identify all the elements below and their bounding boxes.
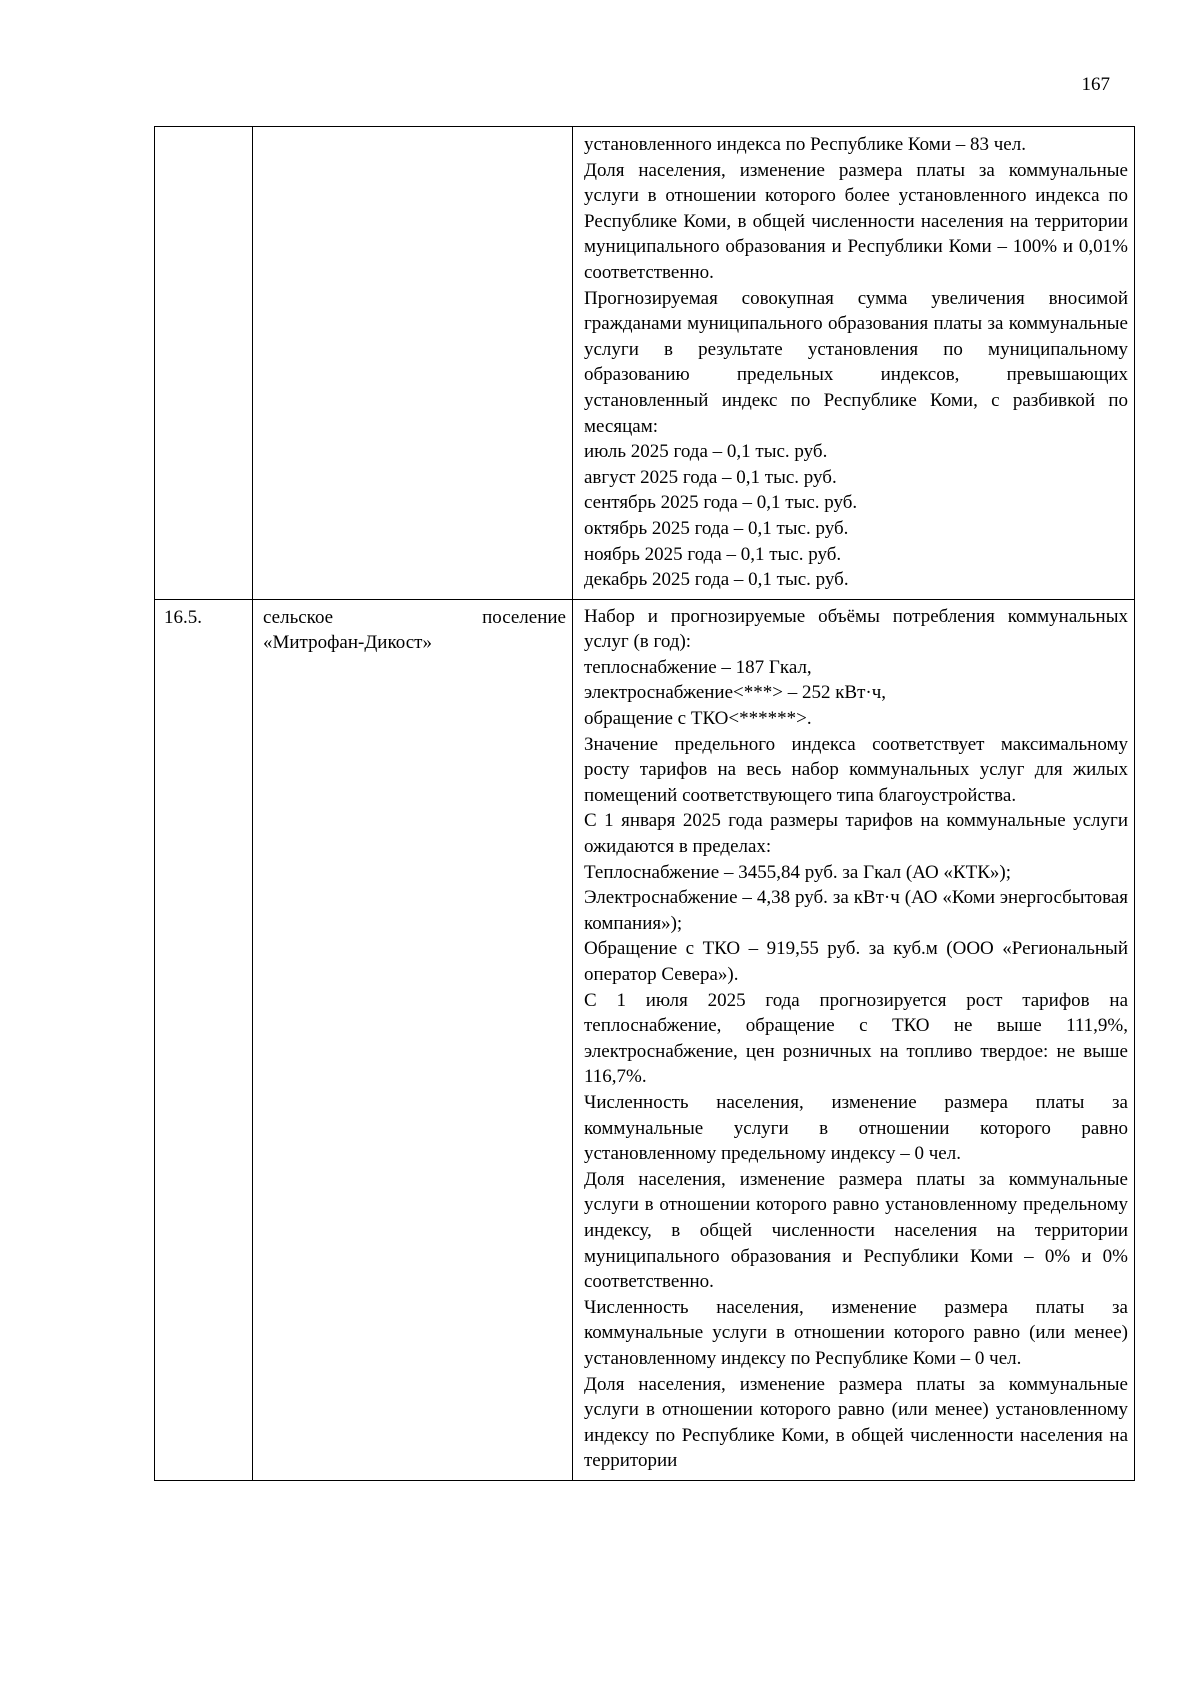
- municipality-type-word: поселение: [482, 606, 566, 628]
- municipality-name-cell: [253, 599, 573, 1480]
- municipality-name: «Митрофан-Дикост»: [263, 632, 432, 654]
- paragraph: обращение с ТКО<******>.: [584, 708, 812, 730]
- municipality-type-word: сельское: [263, 606, 334, 628]
- table-row: [155, 127, 1135, 600]
- description-cell: [573, 127, 1135, 600]
- table-row: [155, 599, 1135, 1480]
- paragraph: С 1 января 2025 года размеры тарифов на коммунальные услуги ожидаются в пределах:: [584, 810, 1128, 858]
- paragraph: Теплоснабжение – 3455,84 руб. за Гкал (АО «КТК»);: [584, 861, 1011, 883]
- paragraph: декабрь 2025 года – 0,1 тыс. руб.: [584, 569, 849, 591]
- paragraph: Обращение с ТКО – 919,55 руб. за куб.м (ООО «Региональный оператор Севера»).: [584, 938, 1128, 985]
- paragraph: ноябрь 2025 года – 0,1 тыс. руб.: [584, 543, 842, 565]
- paragraph: октябрь 2025 года – 0,1 тыс. руб.: [584, 517, 849, 539]
- paragraph: август 2025 года – 0,1 тыс. руб.: [584, 466, 837, 488]
- paragraph: сентябрь 2025 года – 0,1 тыс. руб.: [584, 492, 858, 514]
- paragraph: Значение предельного индекса соответствует максимальному росту тарифов на весь набор коммунальных услуг для жилых помещений соответствующего типа благоустройства.: [584, 733, 1128, 806]
- row-number-cell: 16.5.: [155, 599, 253, 1480]
- paragraph: С 1 июля 2025 года прогнозируется рост тарифов на теплоснабжение, обращение с ТКО не выше 111,9%, электроснабжение, цен розничных на топливо твердое: не выше 116,7%.: [584, 989, 1128, 1088]
- paragraph: Численность населения, изменение размера платы за коммунальные услуги в отношении которого равно (или менее) установленному индексу по Республике Коми – 0 чел.: [584, 1296, 1128, 1369]
- paragraph: теплоснабжение – 187 Гкал,: [584, 656, 812, 678]
- page-number: 167: [1081, 74, 1110, 95]
- document-table: [154, 126, 1135, 1481]
- paragraph: Численность населения, изменение размера платы за коммунальные услуги в отношении которого равно установленному предельному индексу – 0 чел.: [584, 1091, 1128, 1165]
- paragraph: Прогнозируемая совокупная сумма увеличения вносимой гражданами муниципального образования платы за коммунальные услуги в результате установления по муниципальному образованию предельных индексов, превышающих установленный индекс по Республике Коми, с разбивкой по месяцам:: [584, 287, 1128, 437]
- paragraph: Доля населения, изменение размера платы за коммунальные услуги в отношении которого равно установленному предельному индексу, в общей численности населения на территории муниципального образования и Республики Коми – 0% и 0% соответственно.: [584, 1168, 1128, 1293]
- paragraph: Набор и прогнозируемые объёмы потребления коммунальных услуг (в год):: [584, 605, 1128, 653]
- paragraph: Электроснабжение – 4,38 руб. за кВт·ч (АО «Коми энергосбытовая компания»);: [584, 887, 1128, 934]
- paragraph: Доля населения, изменение размера платы за коммунальные услуги в отношении которого более установленного индекса по Республике Коми, в общей численности населения на территории муниципального образования и Республики Коми – 100% и 0,01% соответственно.: [584, 159, 1128, 283]
- municipality-name-cell: [253, 127, 573, 600]
- paragraph: июль 2025 года – 0,1 тыс. руб.: [584, 441, 828, 463]
- paragraph: установленного индекса по Республике Коми – 83 чел.: [584, 134, 1026, 155]
- paragraph: Доля населения, изменение размера платы за коммунальные услуги в отношении которого равно (или менее) установленному индексу по Республике Коми, в общей численности населения на территории: [584, 1373, 1128, 1472]
- municipality-name-line: [263, 605, 566, 631]
- paragraph: электроснабжение<***> – 252 кВт·ч,: [584, 682, 887, 704]
- row-number-cell: [155, 127, 253, 600]
- description-cell: [573, 599, 1135, 1480]
